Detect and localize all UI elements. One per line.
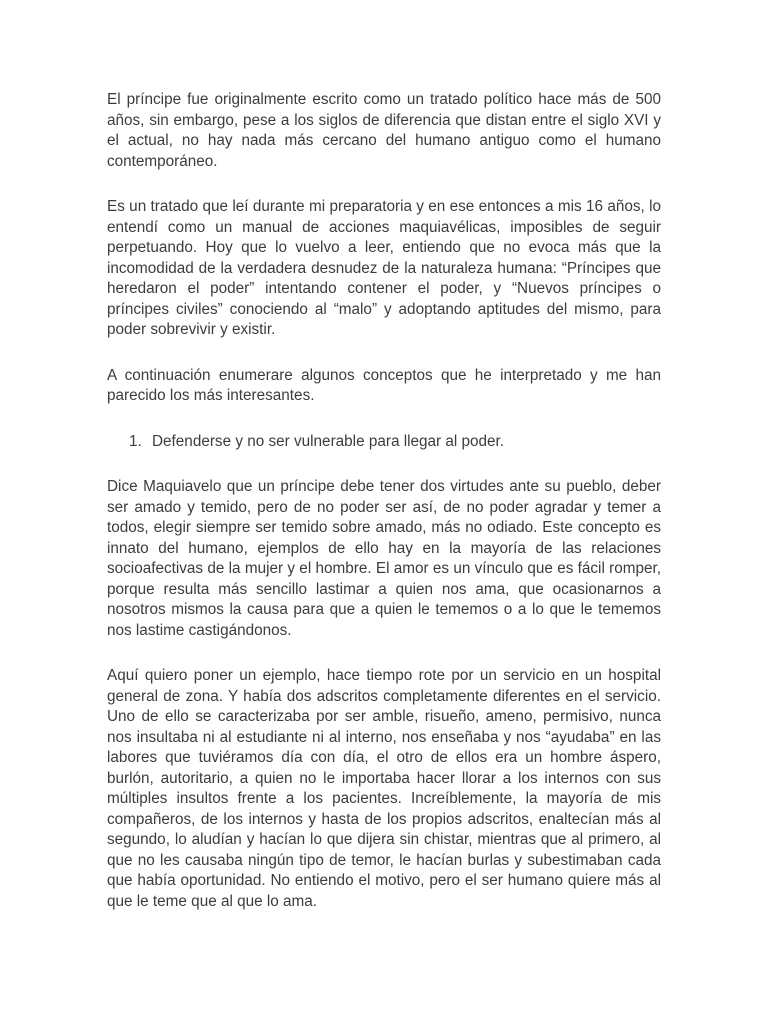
list-item-number: 1. [129,432,142,450]
numbered-list [107,432,661,453]
paragraph-intro-3: A continuación enumerare algunos conceptos que he interpretado y me han parecido los más interesantes. [107,366,661,404]
list-item [107,432,661,453]
paragraph-body-2: Aquí quiero poner un ejemplo, hace tiempo rote por un servicio en un hospital general de zona. Y había dos adscritos completamente diferentes en el servicio. Uno de ello se caracterizaba por ser amble, risueño, ameno, permisivo, nunca nos insultaba ni al estudiante ni al interno, nos enseñaba y nos “ayudaba” en las labores que tuviéramos día con día, el otro de ellos era un hombre áspero, burlón, autoritario, a quien no le importaba hacer llorar a los internos con sus múltiples insultos frente a los pacientes. Increíblemente, la mayoría de mis compañeros, de los internos y hasta de los propios adscritos, enaltecían más al segundo, lo aludían y hacían lo que dijera sin chistar, mientras que al primero, al que no les causaba ningún tipo de temor, le hacían burlas y subestimaban cada que había oportunidad. No entiendo el motivo, pero el ser humano quiere más al que le teme que al que lo ama. [107,667,661,910]
paragraph-intro-1: El príncipe fue originalmente escrito como un tratado político hace más de 500 años, sin embargo, pese a los siglos de diferencia que distan entre el siglo XVI y el actual, no hay nada más cercano del humano antiguo como el humano contemporáneo. [107,91,661,170]
document-body [107,90,661,937]
paragraph-intro-2: Es un tratado que leí durante mi preparatoria y en ese entonces a mis 16 años, lo entendí como un manual de acciones maquiavélicas, imposibles de seguir perpetuando. Hoy que lo vuelvo a leer, entiendo que no evoca más que la incomodidad de la verdadera desnudez de la naturaleza humana: “Príncipes que heredaron el poder” intentando contener el poder, y “Nuevos príncipes o príncipes civiles” conociendo al “malo” y adoptando aptitudes del mismo, para poder sobrevivir y existir. [107,198,661,338]
list-item-text: Defenderse y no ser vulnerable para llegar al poder. [152,432,505,450]
paragraph-body-1: Dice Maquiavelo que un príncipe debe tener dos virtudes ante su pueblo, deber ser amado y temido, pero de no poder ser así, de no poder agradar y temer a todos, elegir siempre ser temido sobre amado, más no odiado. Este concepto es innato del humano, ejemplos de ello hay en la mayoría de las relaciones socioafectivas de la mujer y el hombre. El amor es un vínculo que es fácil romper, porque resulta más sencillo lastimar a quien nos ama, que ocasionarnos a nosotros mismos la causa para que a quien le tememos o a lo que le tememos nos lastime castigándonos. [107,478,661,639]
